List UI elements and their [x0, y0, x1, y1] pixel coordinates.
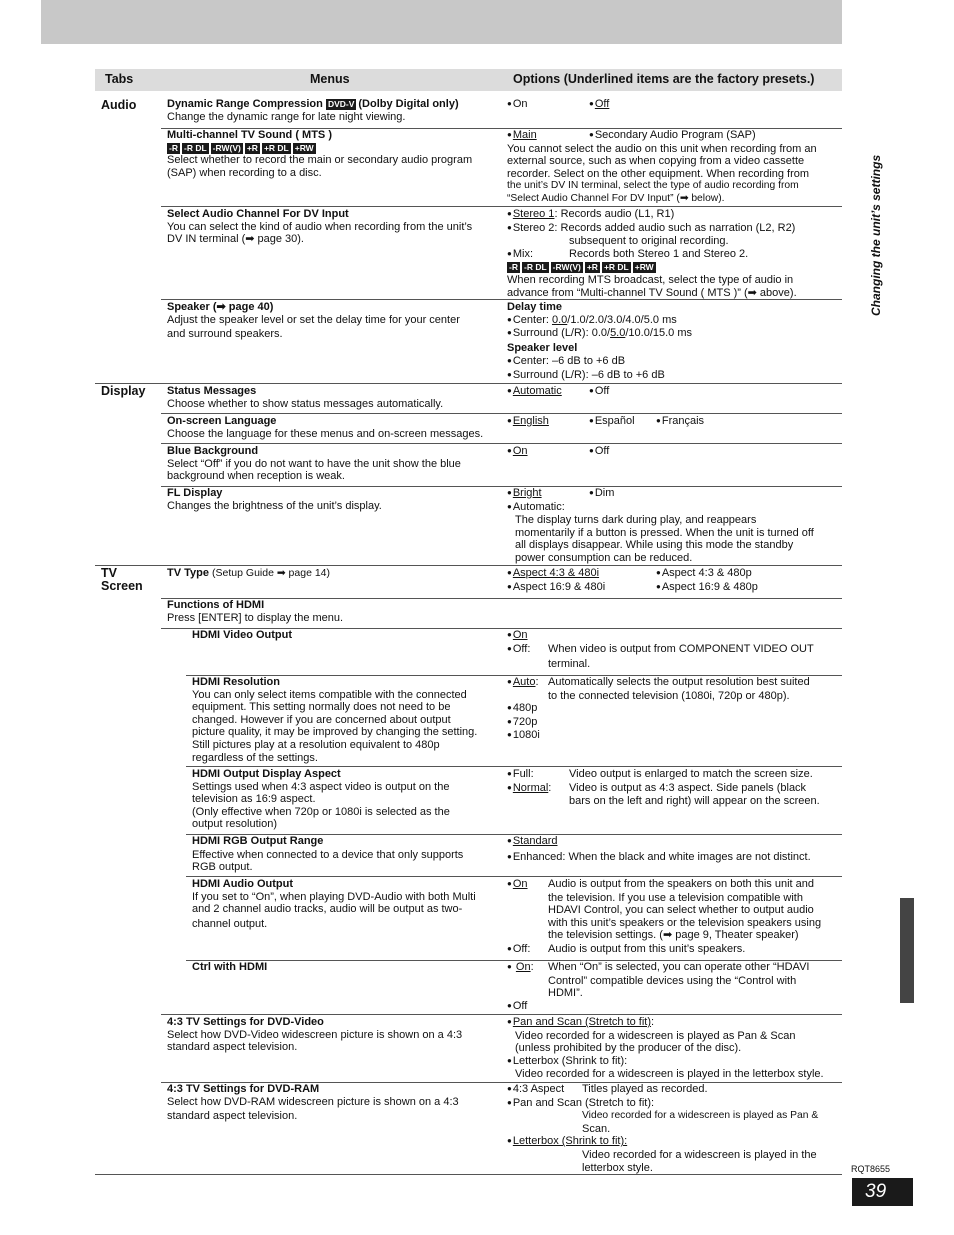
blue-off: ● Off — [589, 445, 609, 459]
disc-tag: -RW(V) — [552, 262, 581, 273]
ctrl-on: On — [515, 961, 531, 973]
hao-desc: If you set to “On”, when playing DVD-Audio with both Multi — [192, 890, 476, 903]
dvdv-title: 4:3 TV Settings for DVD-Video — [167, 1016, 324, 1028]
dvdr-letterbox-desc: Video recorded for a widescreen is played in the — [582, 1148, 817, 1161]
fl-bright: ● Bright — [507, 487, 542, 499]
divider — [161, 413, 842, 414]
delay-center: ● Center: 0.0/1.0/2.0/3.0/4.0/5.0 ms — [507, 314, 842, 328]
menu-dv-input — [167, 208, 497, 246]
hoda-desc: television as 16:9 aspect. — [192, 793, 316, 806]
dvdr-43-desc: Titles played as recorded. — [582, 1083, 708, 1095]
rgb-enhanced: ● Enhanced: When the black and white images are not distinct. — [507, 851, 842, 865]
hao-desc: and 2 channel audio tracks, audio will be output as two- — [192, 903, 463, 916]
page-number-box — [852, 1178, 913, 1206]
side-section-label: Changing the unit’s settings — [869, 154, 883, 316]
mts-desc: Select whether to record the main or secondary audio program — [167, 154, 473, 167]
menu-blue-background — [167, 445, 497, 483]
fl-desc: Changes the brightness of the unit’s display. — [167, 499, 382, 512]
disc-tag: +R — [586, 262, 598, 273]
options-status — [507, 385, 842, 399]
speaker-level-label: Speaker level — [507, 341, 578, 354]
hr-1080i: ● 1080i — [507, 729, 842, 743]
disc-tag: +R DL — [263, 142, 289, 153]
hvo-on: ● On — [507, 629, 842, 643]
dvdv-pan-scan-desc: (unless prohibited by the producer of the disc). — [515, 1042, 742, 1055]
table-header — [95, 69, 842, 91]
divider — [161, 299, 842, 300]
dvd-v-tag: DVD-V — [327, 99, 355, 109]
dv-note: When recording MTS broadcast, select the type of audio in — [507, 273, 794, 286]
rgb-desc: RGB output. — [192, 861, 253, 874]
dv-mix-desc: Records both Stereo 1 and Stereo 2. — [569, 247, 749, 260]
tv-type-option: ● Aspect 16:9 & 480p — [656, 581, 758, 595]
options-tv-type — [507, 567, 842, 594]
dv-desc: DV IN terminal (➡ page 30). — [167, 233, 304, 246]
fl-note: The display turns dark during play, and reappears — [515, 514, 757, 527]
options-dvdv — [507, 1016, 842, 1081]
menu-status-messages — [167, 385, 497, 410]
disc-tag: +R — [246, 142, 258, 153]
options-blue — [507, 445, 842, 459]
hr-desc: regardless of the settings. — [192, 751, 318, 764]
options-dvdr — [507, 1083, 842, 1174]
dv-disc-tags — [507, 261, 842, 274]
hr-desc: changed. However if you are concerned about output — [192, 713, 451, 726]
options-hvo — [507, 629, 842, 671]
dvdv-letterbox-desc: Video recorded for a widescreen is played in the letterbox style. — [515, 1068, 824, 1081]
hvo-off-desc: When video is output from COMPONENT VIDEO OUT — [548, 642, 814, 655]
drc-off: ● Off — [589, 98, 609, 112]
hoda-full-desc: Video output is enlarged to match the screen size. — [569, 768, 813, 780]
hao-on-desc: Audio is output from the speakers on both this unit and — [548, 878, 814, 890]
divider — [161, 206, 842, 207]
options-mts — [507, 129, 842, 206]
hr-480p: ● 480p — [507, 702, 842, 716]
speaker-desc: Adjust the speaker level or set the delay time for your center — [167, 313, 460, 326]
menu-hdmi-audio-output — [192, 878, 497, 930]
tv-type-title: TV Type — [167, 567, 209, 579]
dv-mix: Mix: — [512, 247, 534, 260]
tab-tv-screen — [101, 567, 143, 593]
tv-type-option: ● Aspect 4:3 & 480p — [656, 567, 752, 581]
disc-tag: -RW(V) — [212, 142, 241, 153]
menu-hdmi-rgb-range — [192, 835, 497, 874]
disc-tag: -R DL — [523, 262, 547, 273]
hoda-desc: Settings used when 4:3 aspect video is output on the — [192, 780, 450, 793]
blue-desc: background when reception is weak. — [167, 470, 345, 483]
dv-desc: You can select the kind of audio when recording from the unit’s — [167, 220, 473, 233]
hr-desc: Still pictures play at a resolution equivalent to 480p — [192, 738, 440, 751]
menu-hdmi-video-output — [192, 629, 497, 642]
dv-stereo1: Stereo 1 — [512, 208, 555, 220]
blue-title: Blue Background — [167, 445, 259, 457]
blue-on: ● On — [507, 445, 528, 457]
options-speaker — [507, 301, 842, 383]
disc-tag: -R — [509, 262, 518, 273]
rgb-standard: ● Standard — [507, 835, 842, 849]
lang-espanol: ● Español — [589, 415, 635, 429]
tv-type-note: (Setup Guide ➡ page 14) — [212, 567, 331, 579]
mts-note: external source, such as when copying from a video cassette — [507, 155, 805, 168]
hoda-desc: output resolution) — [192, 818, 277, 831]
disc-tag: -R DL — [183, 142, 207, 153]
menu-ctrl-with-hdmi — [192, 961, 497, 974]
dvdr-pan-scan: ● Pan and Scan (Stretch to fit): — [507, 1097, 842, 1111]
hvo-off-desc: terminal. — [548, 658, 591, 671]
fl-dim: ● Dim — [589, 487, 614, 501]
dv-stereo2-desc: subsequent to original recording. — [569, 235, 729, 248]
disc-tag: +R DL — [603, 262, 629, 273]
options-hr: ● Auto: Automatically selects the output resolution best suited to the connected television (1080i, 720p or 480p). ● 480p ● 720p ● 1080i — [507, 676, 842, 743]
disc-tag: -R — [169, 142, 178, 153]
dv-note: advance from “Multi-channel TV Sound ( MTS )” (➡ above). — [507, 286, 797, 299]
dvdr-43-aspect: 4:3 Aspect — [512, 1083, 565, 1095]
dvdr-title: 4:3 TV Settings for DVD-RAM — [167, 1083, 320, 1095]
level-surround: ● Surround (L/R): –6 dB to +6 dB — [507, 369, 842, 383]
hvo-off: Off: — [512, 642, 531, 655]
options-dv-input: ● Stereo 1: Records audio (L1, R1) ● Stereo 2: Records added audio such as narration (L2, R2) subsequent to original recording. ● Mix: Records both Stereo 1 and Stereo 2. -R -R DL -RW(V) +R +R DL +RW When recording MTS broadcast, select the type of audio in advance from “Multi-channel TV Sound ( MTS )” (➡ above). — [507, 208, 842, 299]
hr-720p: ● 720p — [507, 716, 842, 730]
status-automatic: ● Automatic — [507, 385, 562, 397]
header-tabs: Tabs — [105, 72, 134, 86]
hoda-desc: (Only effective when 720p or 1080i is selected as the — [192, 805, 450, 818]
dvdv-pan-scan: ● Pan and Scan (Stretch to fit): — [507, 1016, 842, 1030]
divider — [95, 383, 842, 384]
dvdv-letterbox: ● Letterbox (Shrink to fit): — [507, 1055, 842, 1069]
header-options: Options (Underlined items are the factory presets.) — [513, 72, 815, 86]
drc-desc: Change the dynamic range for late night viewing. — [167, 110, 406, 123]
hao-off: Off: — [512, 942, 531, 955]
blue-desc: Select “Off” if you do not want to have the unit show the blue — [167, 457, 461, 470]
hao-on-desc: HDAVI Control, you can select whether to output audio — [548, 904, 814, 917]
language-desc: Choose the language for these menus and on-screen messages. — [167, 427, 484, 440]
fl-note: momentarily if a button is pressed. When the unit is turned off — [515, 526, 814, 539]
dvdv-desc: standard aspect television. — [167, 1041, 298, 1054]
fl-note: all displays disappear. While using this mode the standby — [515, 539, 794, 552]
ctrl-on-desc: When “On” is selected, you can operate other “HDAVI — [548, 961, 810, 973]
dvdr-letterbox: ● Letterbox (Shrink to fit): — [507, 1135, 842, 1149]
hr-auto-desc: to the connected television (1080i, 720p or 480p). — [548, 689, 790, 702]
mts-sap: ● Secondary Audio Program (SAP) — [589, 129, 756, 143]
fl-note: power consumption can be reduced. — [515, 551, 693, 564]
hr-auto: Auto — [512, 676, 536, 688]
tv-type-option: ● Aspect 16:9 & 480i — [507, 581, 605, 593]
mts-main: ● Main — [507, 129, 537, 141]
hr-auto-desc: Automatically selects the output resolution best suited — [548, 676, 810, 688]
hoda-full: Full: — [512, 768, 534, 780]
speaker-desc: and surround speakers. — [167, 328, 283, 341]
table-bottom-rule — [95, 1174, 842, 1175]
options-hoda: ● Full: Video output is enlarged to match the screen size. ● Normal: Video is output as 4:3 aspect. Side panels (black bars on the left and right) will appear on the screen. — [507, 768, 842, 808]
delay-surround: ● Surround (L/R): 0.0/5.0/10.0/15.0 ms — [507, 327, 842, 341]
options-ctrl: ● On: When “On” is selected, you can operate other “HDAVI Control” compatible devices using the “Control with HDMI”. ● Off — [507, 961, 842, 1013]
hao-on-desc: with this unit’s speakers or the television speakers using — [548, 916, 822, 929]
menu-fl-display — [167, 487, 497, 512]
hoda-normal-desc: Video is output as 4:3 aspect. Side panels (black — [569, 781, 807, 794]
section-tab-marker — [900, 898, 914, 1003]
ctrl-title: Ctrl with HDMI — [192, 961, 268, 973]
language-title: On-screen Language — [167, 415, 277, 427]
document-code: RQT8655 — [851, 1164, 891, 1174]
options-rgb — [507, 835, 842, 864]
dvdr-desc: Select how DVD-RAM widescreen picture is shown on a 4:3 — [167, 1095, 459, 1108]
options-fl — [507, 487, 842, 565]
fl-title: FL Display — [167, 487, 223, 499]
mts-title: Multi-channel TV Sound ( MTS ) — [167, 129, 332, 141]
drc-on: ● On — [507, 98, 528, 110]
dvdr-desc: standard aspect television. — [167, 1110, 298, 1123]
functions-hdmi-desc: Press [ENTER] to display the menu. — [167, 611, 344, 624]
divider — [161, 1014, 842, 1015]
menu-speaker — [167, 301, 497, 341]
mts-note: recorder. Select on the other equipment. When recording from — [507, 167, 810, 180]
speaker-title: Speaker (➡ page 40) — [167, 301, 274, 313]
menu-drc — [167, 98, 497, 123]
header-band — [41, 0, 842, 44]
ctrl-off: ● Off — [507, 1000, 842, 1014]
hoda-normal: Normal — [512, 781, 549, 794]
tab-audio: Audio — [101, 98, 137, 112]
rgb-desc: Effective when connected to a device that only supports — [192, 848, 464, 861]
ctrl-on-desc: HDMI”. — [548, 987, 583, 1000]
status-off: ● Off — [589, 385, 609, 399]
disc-tag: +RW — [634, 262, 654, 273]
hr-desc: You can only select items compatible with the connected — [192, 688, 467, 701]
drc-title: Dynamic Range Compression — [167, 98, 323, 110]
dvdr-pan-scan-desc: Scan. — [582, 1122, 611, 1135]
functions-hdmi-title: Functions of HDMI — [167, 599, 265, 611]
mts-note: You cannot select the audio on this unit when recording from an — [507, 142, 817, 155]
divider — [186, 766, 842, 767]
menu-language — [167, 415, 502, 440]
fl-automatic: ● Automatic: — [507, 501, 842, 515]
hao-title: HDMI Audio Output — [192, 878, 294, 890]
status-desc: Choose whether to show status messages automatically. — [167, 397, 444, 410]
options-drc — [507, 98, 842, 112]
page-number: 39 — [865, 1181, 887, 1202]
level-center: ● Center: –6 dB to +6 dB — [507, 355, 842, 369]
tab-tv-line1: TV — [101, 566, 117, 580]
dvdv-pan-scan-desc: Video recorded for a widescreen is played as Pan & Scan — [515, 1029, 796, 1042]
hr-title: HDMI Resolution — [192, 676, 280, 688]
menu-functions-hdmi — [167, 599, 497, 624]
hao-off-desc: Audio is output from this unit’s speakers. — [548, 942, 746, 955]
dv-stereo2-desc: Records added audio such as narration (L2, R2) — [560, 221, 796, 234]
hvo-title: HDMI Video Output — [192, 629, 293, 641]
menu-mts — [167, 129, 497, 179]
hao-on-desc: the television. If you use a television compatible with — [548, 891, 803, 904]
dvdv-desc: Select how DVD-Video widescreen picture is shown on a 4:3 — [167, 1028, 463, 1041]
mts-note: the unit’s DV IN terminal, select the type of audio recording from — [507, 180, 799, 192]
dvdr-letterbox-desc: letterbox style. — [582, 1161, 653, 1174]
hao-on-desc: the television settings. (➡ page 9, Theater speaker) — [548, 929, 799, 942]
status-title: Status Messages — [167, 385, 257, 397]
tab-tv-line2: Screen — [101, 579, 143, 593]
disc-tag: +RW — [294, 142, 314, 153]
hao-on: On — [512, 878, 528, 890]
dv-stereo1-desc: Records audio (L1, R1) — [560, 208, 675, 220]
dv-stereo2: Stereo 2: — [512, 221, 558, 234]
menu-43-dvd-video — [167, 1016, 497, 1054]
menu-hdmi-resolution — [192, 676, 502, 764]
dv-title: Select Audio Channel For DV Input — [167, 208, 349, 220]
tv-type-option: ● Aspect 4:3 & 480i — [507, 567, 599, 579]
hoda-normal-desc: bars on the left and right) will appear on the screen. — [569, 795, 820, 808]
menu-tv-type — [167, 567, 497, 580]
options-language — [507, 415, 842, 429]
lang-francais: ● Français — [656, 415, 704, 429]
drc-suffix: (Dolby Digital only) — [358, 98, 459, 110]
dvdr-pan-scan-desc: Video recorded for a widescreen is played as Pan & — [582, 1110, 819, 1122]
menu-43-dvd-ram — [167, 1083, 497, 1123]
divider — [186, 876, 842, 877]
divider — [161, 443, 842, 444]
hao-desc: channel output. — [192, 917, 268, 930]
options-hao — [507, 878, 842, 957]
mts-note: “Select Audio Channel For DV Input” (➡ below). — [507, 192, 725, 204]
hr-desc: equipment. This setting normally does not need to be — [192, 701, 451, 714]
rgb-title: HDMI RGB Output Range — [192, 835, 324, 847]
ctrl-on-desc: Control” compatible devices using the “Control with — [548, 974, 797, 987]
header-menus: Menus — [310, 72, 350, 86]
mts-desc: (SAP) when recording to a disc. — [167, 166, 322, 179]
hoda-title: HDMI Output Display Aspect — [192, 768, 341, 780]
delay-time-label: Delay time — [507, 301, 563, 313]
menu-hdmi-output-aspect — [192, 768, 497, 831]
hr-desc: picture quality, it may be improved by changing the setting. — [192, 726, 478, 739]
lang-english: ● English — [507, 415, 549, 427]
divider — [95, 565, 842, 566]
mts-disc-tags — [167, 142, 497, 155]
tab-display: Display — [101, 384, 146, 398]
